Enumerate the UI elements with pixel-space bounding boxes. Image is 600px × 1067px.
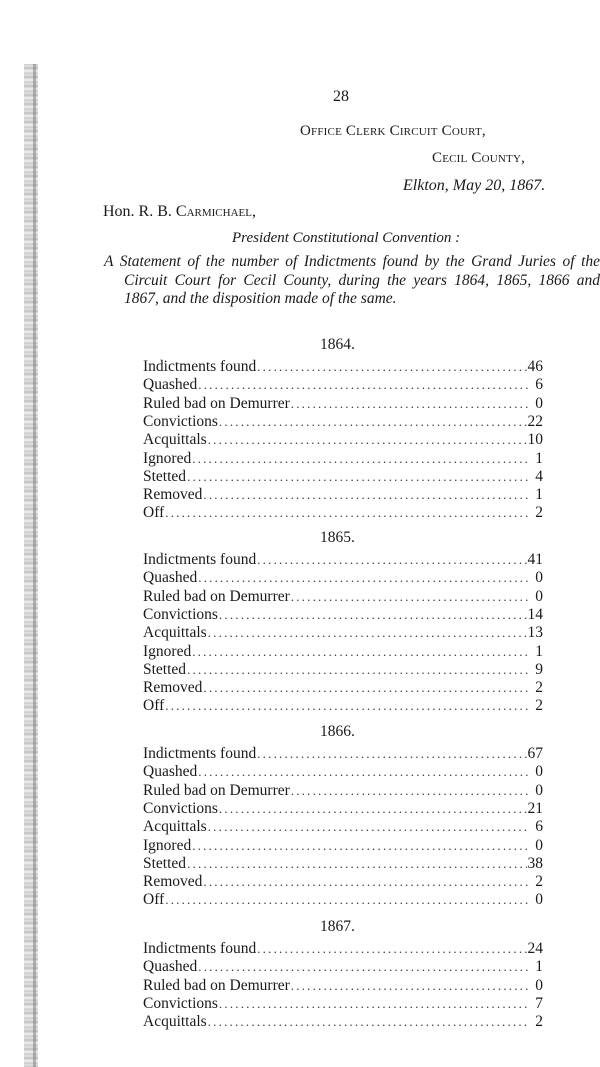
row-label: Ruled bad on Demurrer (143, 394, 290, 412)
row-value: 0 (535, 891, 543, 909)
letter-date: May 20, 1867. (452, 177, 546, 194)
table-row (143, 940, 543, 958)
row-label: Acquittals (143, 431, 207, 449)
table-row (143, 395, 543, 413)
table-row (143, 643, 543, 661)
table-row (143, 413, 543, 431)
row-value: 0 (535, 587, 543, 605)
dot-leader (203, 486, 530, 504)
row-value: 13 (527, 624, 543, 642)
dot-leader (208, 431, 527, 449)
row-label: Convictions (143, 605, 218, 623)
row-value: 2 (535, 873, 543, 891)
table-row (143, 569, 543, 587)
row-label: Quashed (143, 569, 198, 587)
table-row (143, 763, 543, 781)
row-label: Ruled bad on Demurrer (143, 781, 290, 799)
row-value: 0 (535, 394, 543, 412)
page-binding-shadow (33, 64, 36, 1067)
table-row (143, 606, 543, 624)
row-value: 1 (535, 449, 543, 467)
table-row (143, 800, 543, 818)
row-value: 41 (527, 551, 543, 568)
dot-leader (192, 450, 530, 468)
table-row (143, 358, 543, 376)
row-label: Acquittals (143, 1013, 207, 1031)
row-label: Stetted (143, 467, 187, 485)
dot-leader (165, 891, 530, 909)
row-label: Indictments found (143, 940, 257, 957)
row-label: Quashed (143, 763, 198, 781)
row-value: 4 (535, 467, 543, 485)
row-label: Convictions (143, 412, 218, 430)
dot-leader (198, 569, 530, 587)
table-row (143, 697, 543, 715)
row-value: 0 (535, 836, 543, 854)
table-row (143, 855, 543, 873)
table-row (143, 995, 543, 1013)
row-label: Indictments found (143, 358, 257, 375)
dot-leader (203, 873, 530, 891)
office-heading: Office Clerk Circuit Court, (300, 123, 486, 139)
dot-leader (208, 624, 527, 642)
table-row (143, 661, 543, 679)
dot-leader (291, 588, 530, 606)
dot-leader (257, 940, 526, 958)
table-row (143, 818, 543, 836)
dot-leader (192, 837, 530, 855)
dot-leader (219, 995, 530, 1013)
row-label: Indictments found (143, 551, 257, 568)
row-value: 2 (535, 504, 543, 522)
table-row (143, 958, 543, 976)
row-label: Quashed (143, 376, 198, 394)
row-label: Removed (143, 679, 203, 697)
row-value: 0 (535, 781, 543, 799)
table-row (143, 551, 543, 569)
row-value: 2 (535, 697, 543, 715)
row-value: 1 (535, 486, 543, 504)
row-label: Ruled bad on Demurrer (143, 587, 290, 605)
row-label: Convictions (143, 994, 218, 1012)
row-value: 67 (527, 745, 543, 762)
table-row (143, 873, 543, 891)
row-value: 14 (527, 605, 543, 623)
table-row (143, 588, 543, 606)
table-row (143, 376, 543, 394)
dot-leader (257, 745, 526, 763)
dot-leader (291, 395, 530, 413)
row-label: Ruled bad on Demurrer (143, 976, 290, 994)
page-number: 28 (333, 88, 349, 105)
row-label: Convictions (143, 799, 218, 817)
place-date-line (403, 177, 545, 195)
dot-leader (165, 697, 530, 715)
table-row (143, 486, 543, 504)
row-label: Ignored (143, 836, 192, 854)
dot-leader (187, 661, 530, 679)
row-value: 21 (527, 799, 543, 817)
year-heading: 1864. (320, 336, 355, 353)
row-label: Quashed (143, 958, 198, 976)
addressee-position: President Constitutional Convention : (232, 230, 461, 246)
row-label: Indictments found (143, 745, 257, 762)
row-label: Acquittals (143, 624, 207, 642)
place-name: Elkton, (403, 177, 449, 194)
row-label: Removed (143, 486, 203, 504)
table-row (143, 468, 543, 486)
year-heading: 1866. (320, 723, 355, 740)
table-row (143, 977, 543, 995)
table-row (143, 624, 543, 642)
row-label: Acquittals (143, 818, 207, 836)
dot-leader (192, 643, 530, 661)
dot-leader (198, 376, 530, 394)
row-value: 1 (535, 642, 543, 660)
dot-leader (203, 679, 530, 697)
dot-leader (208, 818, 530, 836)
table-row (143, 837, 543, 855)
row-value: 38 (527, 854, 543, 872)
row-value: 7 (535, 994, 543, 1012)
dot-leader (257, 551, 526, 569)
dot-leader (291, 782, 530, 800)
row-label: Stetted (143, 660, 187, 678)
row-value: 0 (535, 569, 543, 587)
dot-leader (291, 977, 530, 995)
dot-leader (208, 1013, 530, 1031)
dot-leader (198, 958, 530, 976)
year-heading: 1865. (320, 529, 355, 546)
dot-leader (219, 413, 527, 431)
table-row (143, 1013, 543, 1031)
table-row (143, 891, 543, 909)
row-label: Removed (143, 873, 203, 891)
dot-leader (257, 358, 526, 376)
row-value: 9 (535, 660, 543, 678)
row-value: 10 (527, 431, 543, 449)
county-heading: Cecil County, (432, 150, 526, 166)
table-row (143, 450, 543, 468)
row-value: 46 (527, 358, 543, 375)
row-label: Off (143, 504, 165, 522)
row-value: 0 (535, 763, 543, 781)
table-row (143, 431, 543, 449)
row-value: 6 (535, 376, 543, 394)
row-value: 24 (527, 940, 543, 957)
addressee-name: Carmichael, (175, 203, 256, 220)
row-value: 2 (535, 1013, 543, 1031)
year-heading: 1867. (320, 918, 355, 935)
row-value: 22 (527, 412, 543, 430)
dot-leader (165, 504, 530, 522)
table-row (143, 782, 543, 800)
dot-leader (187, 468, 530, 486)
row-value: 1 (535, 958, 543, 976)
row-value: 2 (535, 679, 543, 697)
dot-leader (198, 763, 530, 781)
dot-leader (187, 855, 526, 873)
row-label: Off (143, 891, 165, 909)
dot-leader (219, 606, 527, 624)
dot-leader (219, 800, 527, 818)
row-label: Stetted (143, 854, 187, 872)
table-row (143, 745, 543, 763)
row-label: Ignored (143, 449, 192, 467)
statement-paragraph: A Statement of the number of Indictments found by the Grand Juries of the Circuit Court for Cecil County, during the years 1864, 1865, 1866 and 1867, and the disposition made of the same. (104, 253, 600, 308)
row-label: Off (143, 697, 165, 715)
row-value: 6 (535, 818, 543, 836)
table-row (143, 504, 543, 522)
row-value: 0 (535, 976, 543, 994)
row-label: Ignored (143, 642, 192, 660)
addressee-line (103, 203, 256, 221)
table-row (143, 679, 543, 697)
addressee-salutation: Hon. R. B. (103, 203, 172, 220)
